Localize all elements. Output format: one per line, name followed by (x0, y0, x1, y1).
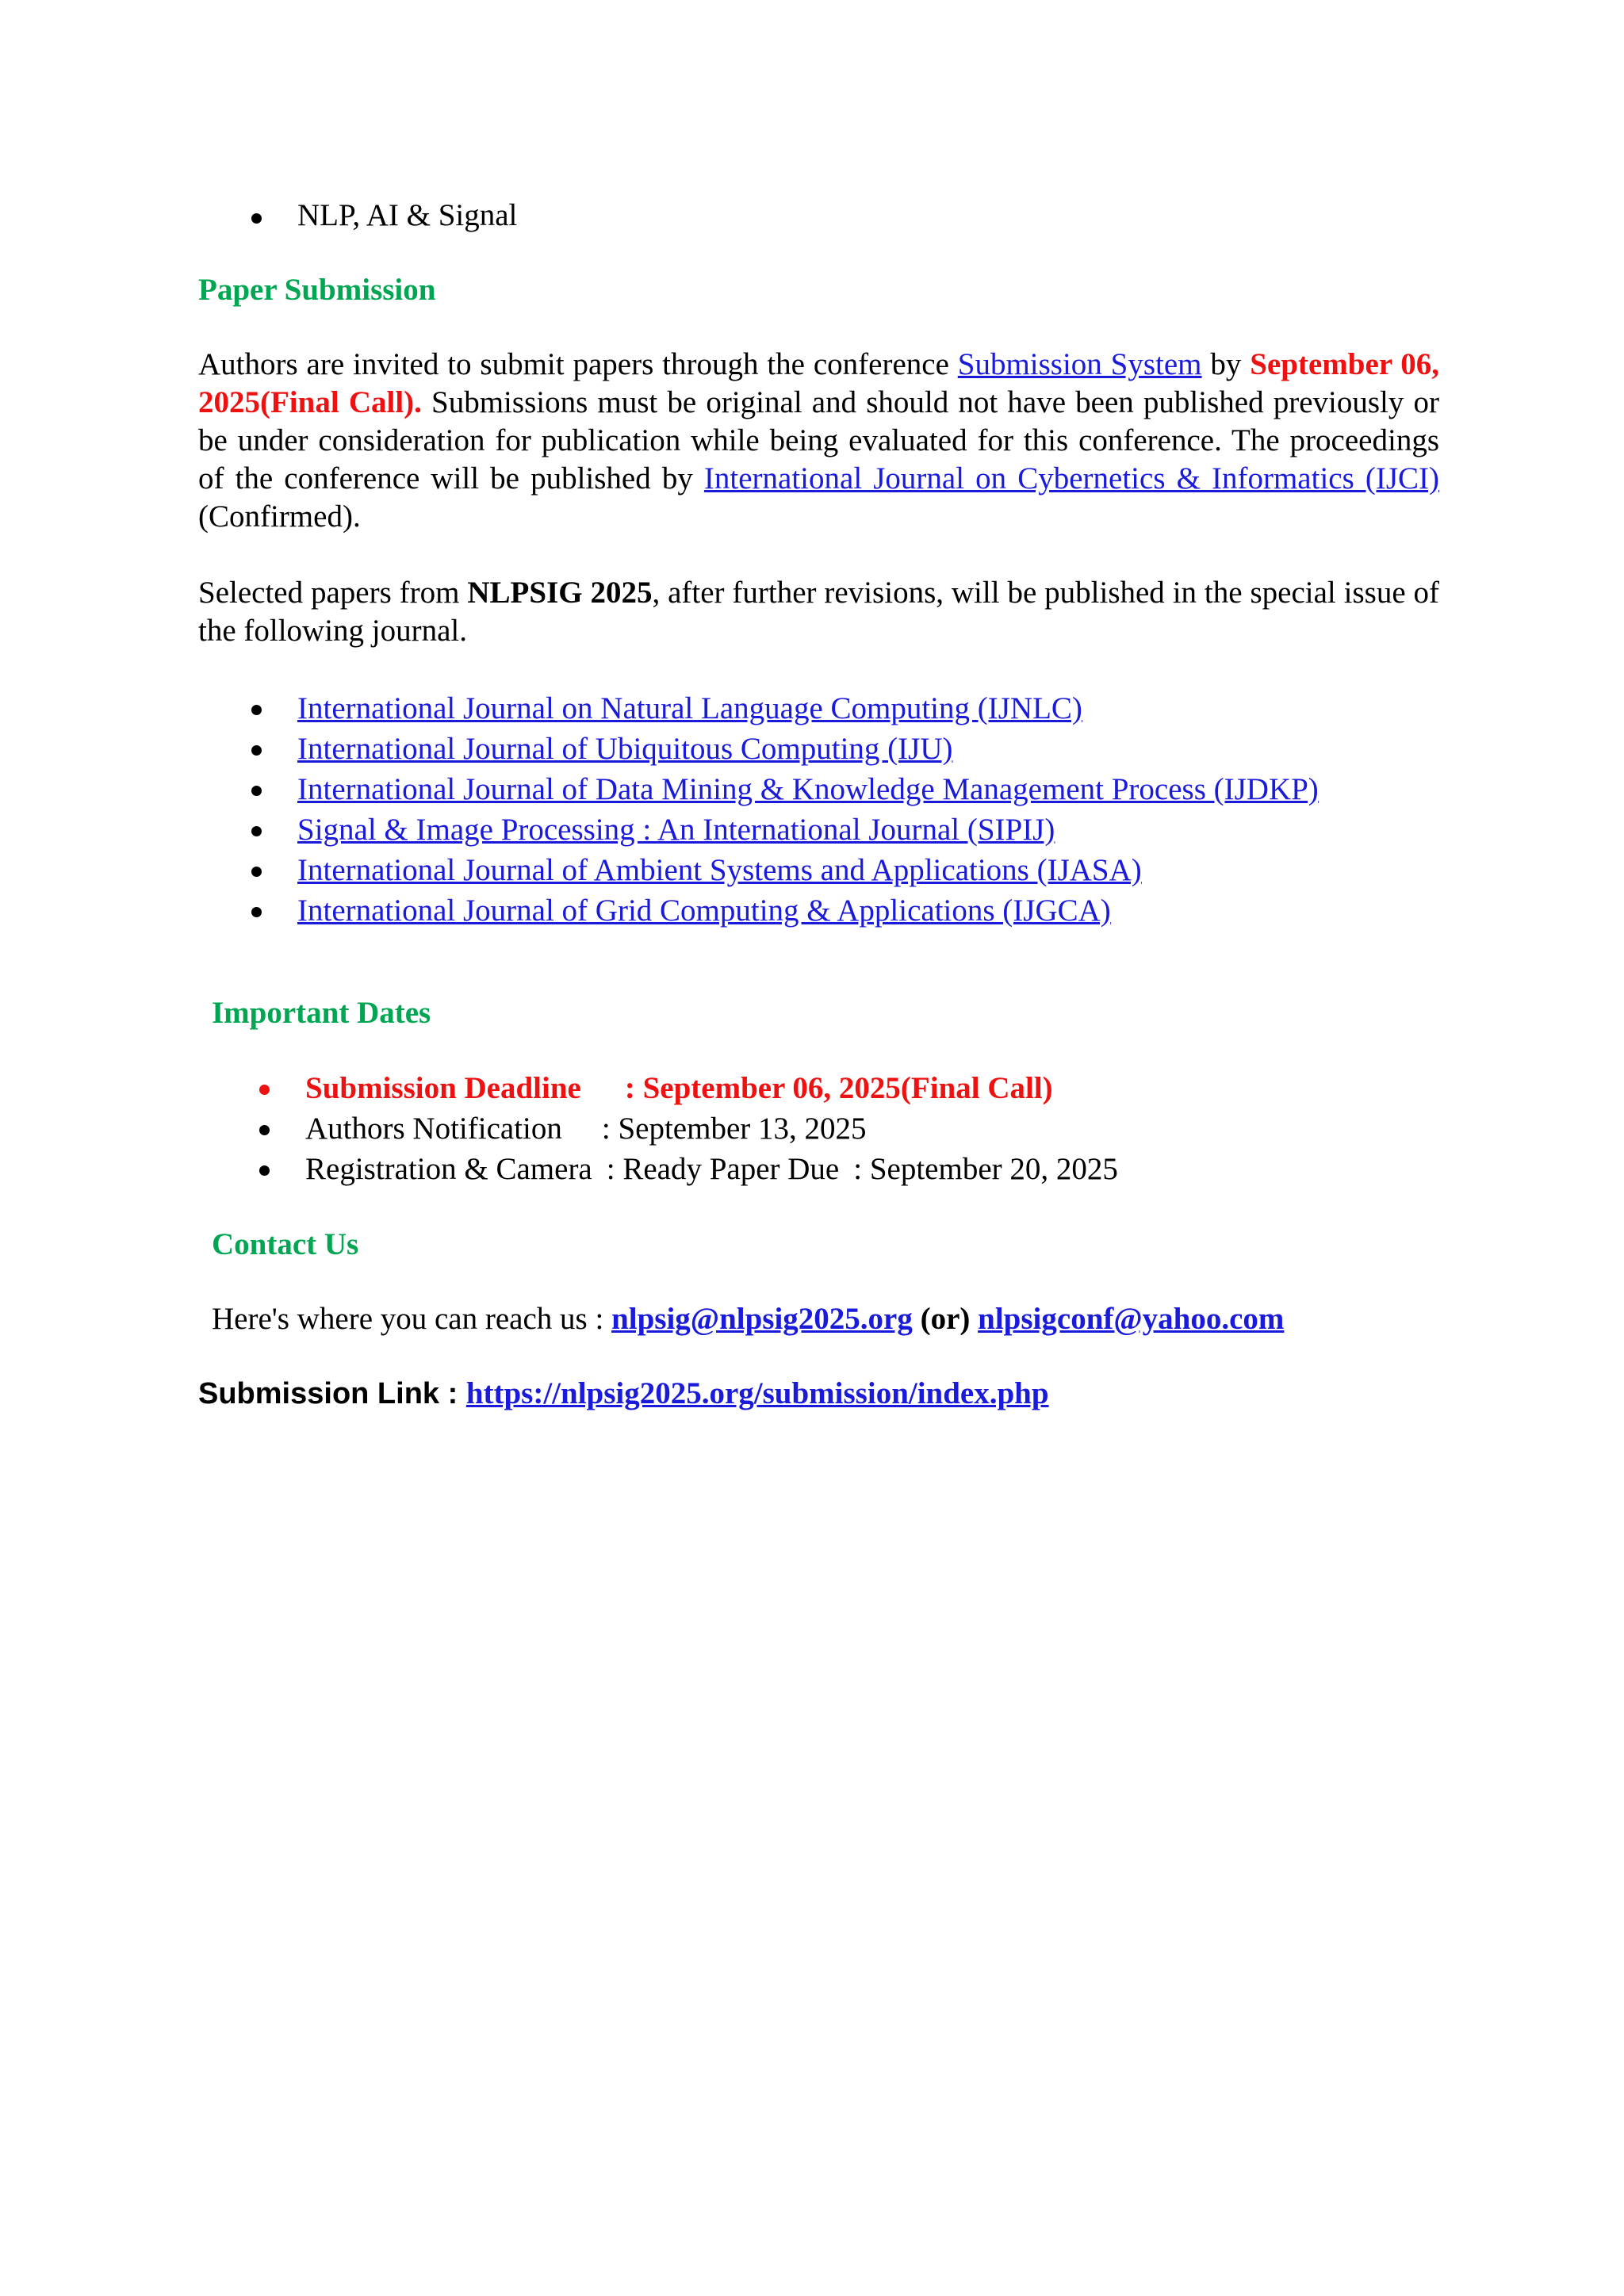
text: Selected papers from (198, 576, 468, 610)
selected-papers-paragraph (198, 574, 1439, 650)
journal-link-ijnlc[interactable]: International Journal on Natural Language Computing (IJNLC) (297, 691, 1082, 725)
bullet-icon (251, 213, 262, 224)
bullet-icon (259, 1085, 270, 1095)
paper-submission-heading: Paper Submission (198, 273, 436, 307)
important-dates-heading: Important Dates (212, 996, 431, 1030)
list-item (198, 890, 1439, 931)
journal-link-ijdkp[interactable]: International Journal of Data Mining & Knowledge Management Process (IJDKP) (297, 772, 1319, 806)
email-link-primary[interactable]: nlpsig@nlpsig2025.org (611, 1302, 913, 1336)
email-link-secondary[interactable]: nlpsigconf@yahoo.com (978, 1302, 1285, 1336)
text: (Confirmed). (198, 499, 361, 534)
text: Authors are invited to submit papers through the conference (198, 347, 958, 381)
journal-link-iju[interactable]: International Journal of Ubiquitous Computing (IJU) (297, 732, 953, 766)
ijci-link[interactable]: International Journal on Cybernetics & Informatics (IJCI) (703, 461, 1440, 496)
registration-label: Registration & Camera (305, 1152, 592, 1186)
journal-link-ijasa[interactable]: International Journal of Ambient Systems and Applications (IJASA) (297, 853, 1142, 887)
topic-list (198, 197, 1439, 235)
conference-name: NLPSIG 2025 (467, 576, 653, 610)
document-page (198, 190, 1439, 1413)
bullet-icon (251, 867, 262, 877)
bullet-icon (251, 907, 262, 917)
notification-label: Authors Notification (305, 1112, 562, 1146)
list-item (198, 769, 1439, 809)
submission-url-link[interactable]: https://nlpsig2025.org/submission/index.php (465, 1376, 1049, 1410)
or-text: (or) (912, 1302, 979, 1336)
submission-system-link[interactable]: Submission System (957, 347, 1202, 381)
submission-paragraph (198, 346, 1439, 536)
list-item (198, 1068, 1439, 1108)
journal-link-ijgca[interactable]: International Journal of Grid Computing & Applications (IJGCA) (297, 894, 1111, 928)
bullet-icon (259, 1125, 270, 1135)
submission-link-label: Submission Link : (198, 1377, 466, 1410)
bullet-icon (259, 1165, 270, 1176)
list-item (198, 809, 1439, 850)
dates-list (198, 1068, 1439, 1189)
text: Submissions must be original and should not have been published previously or be under consideration for publication while being evaluated for this conference. The proceedings of the conference will be published by (198, 385, 1439, 496)
journal-link-sipij[interactable]: Signal & Image Processing : An International Journal (SIPIJ) (297, 813, 1055, 847)
list-item (198, 197, 1439, 235)
topic-text: NLP, AI & Signal (297, 198, 518, 232)
list-item (198, 850, 1439, 890)
submission-deadline-label: Submission Deadline (305, 1071, 581, 1105)
list-item (198, 729, 1439, 769)
submission-link-line (198, 1375, 1439, 1413)
bullet-icon (251, 705, 262, 715)
contact-heading: Contact Us (212, 1227, 359, 1261)
list-item (198, 1149, 1439, 1189)
submission-deadline-value: : September 06, 2025(Final Call) (624, 1071, 1053, 1105)
contact-text: Here's where you can reach us : (212, 1302, 612, 1336)
bullet-icon (251, 826, 262, 836)
registration-value: : September 20, 2025 (853, 1152, 1118, 1186)
registration-mid: : Ready Paper Due (606, 1152, 840, 1186)
list-item (198, 1108, 1439, 1149)
text: by (1201, 347, 1251, 381)
notification-value: : September 13, 2025 (601, 1112, 867, 1146)
deadline-highlight: September 06, 2025(Final Call). (198, 347, 1439, 419)
journal-list (198, 688, 1439, 931)
contact-line (212, 1300, 1439, 1338)
bullet-icon (251, 745, 262, 756)
bullet-icon (251, 786, 262, 796)
list-item (198, 688, 1439, 729)
text: , after further revisions, will be published in the special issue of the following journal. (198, 576, 1440, 648)
